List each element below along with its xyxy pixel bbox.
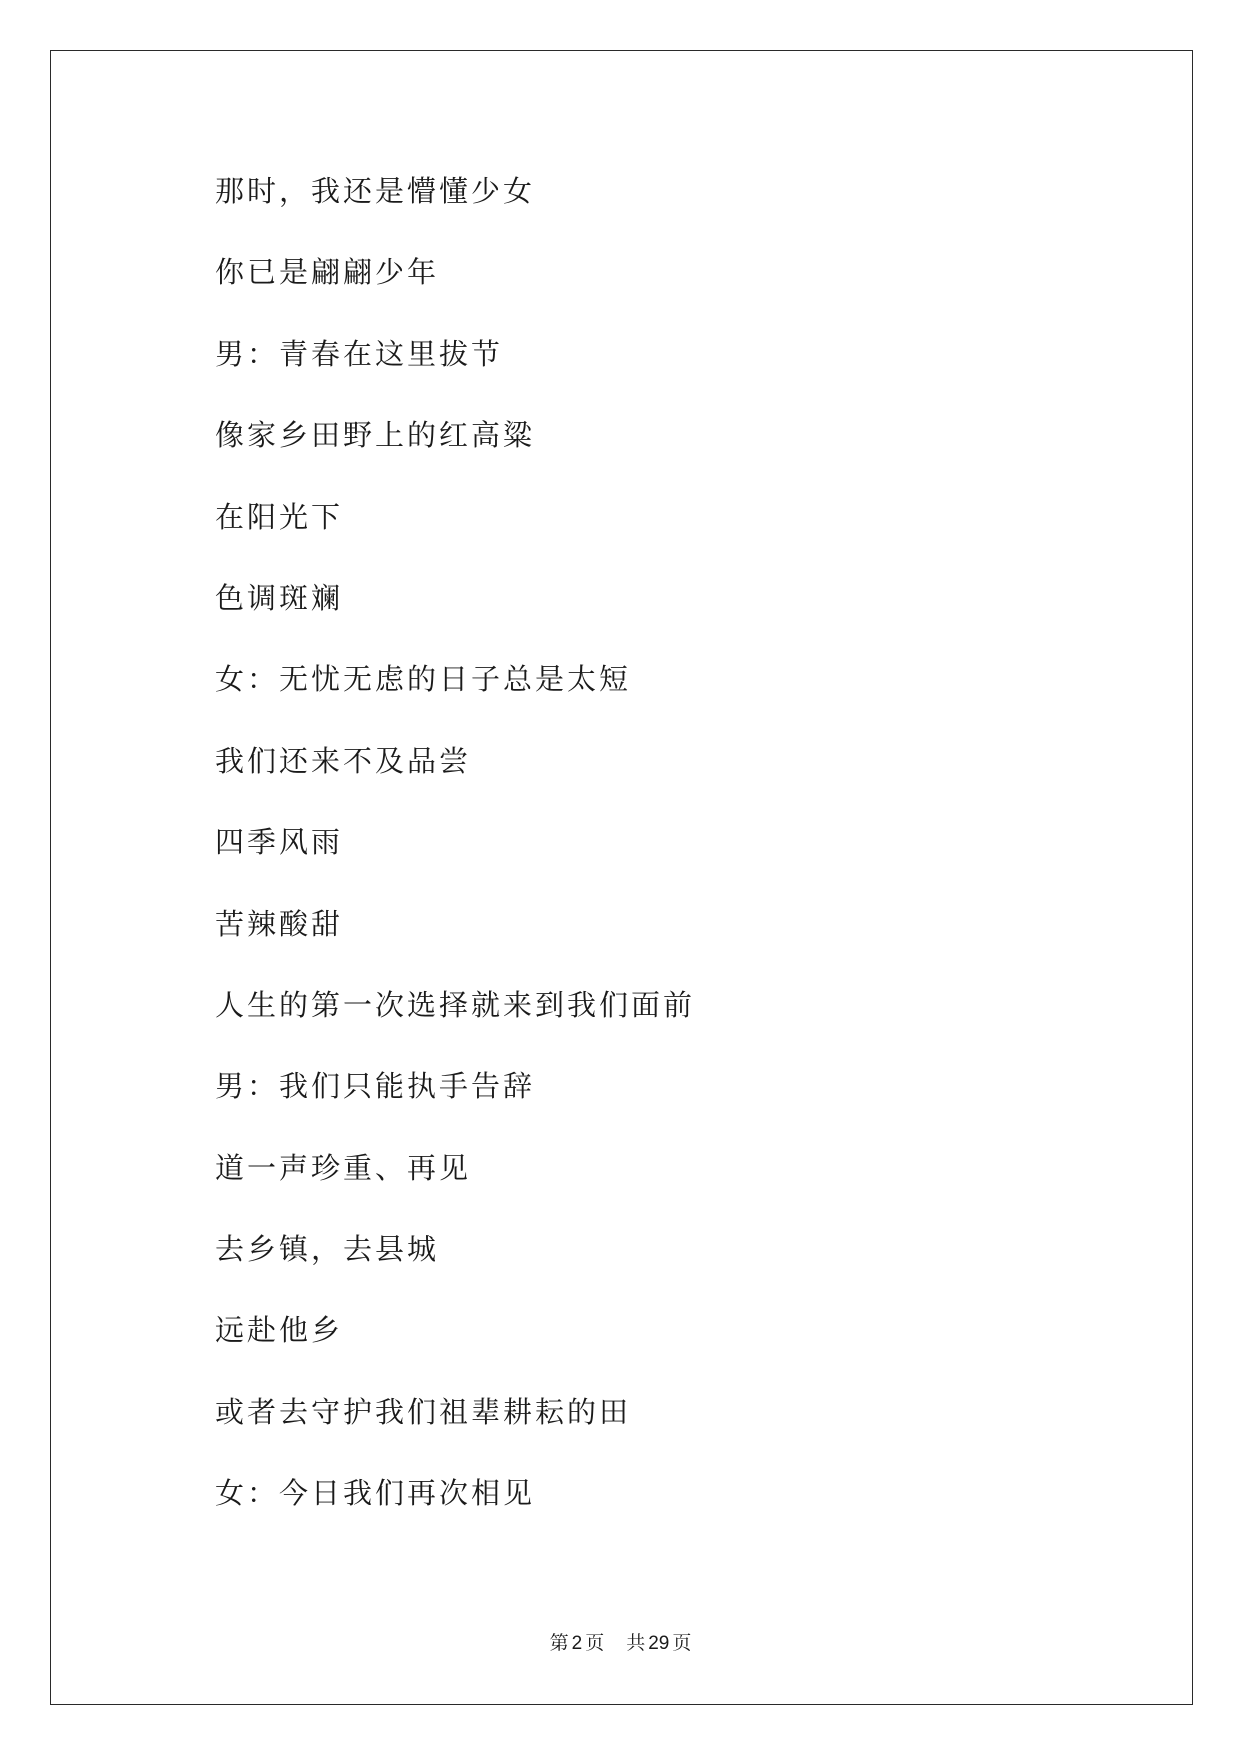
text-line: 去乡镇，去县城 [215, 1232, 440, 1267]
text-line: 像家乡田野上的红高粱 [215, 418, 536, 453]
text-line: 远赴他乡 [215, 1313, 344, 1348]
total-suffix: 页 [672, 1632, 692, 1654]
total-pages: 29 [648, 1633, 670, 1654]
poem-text [215, 168, 695, 1552]
text-line: 道一声珍重、再见 [215, 1150, 472, 1185]
page-number: 2 [571, 1633, 583, 1654]
text-line: 你已是翩翩少年 [215, 255, 440, 290]
page-suffix: 页 [585, 1632, 605, 1654]
text-line: 色调斑斓 [215, 580, 344, 615]
text-line: 在阳光下 [215, 499, 344, 534]
page-footer [0, 1628, 1241, 1655]
text-line: 男：青春在这里拔节 [215, 336, 504, 371]
page-prefix: 第 [549, 1632, 569, 1654]
text-line: 男：我们只能执手告辞 [215, 1069, 536, 1104]
total-prefix: 共 [626, 1632, 646, 1654]
text-line: 人生的第一次选择就来到我们面前 [215, 987, 696, 1022]
text-line: 苦辣酸甜 [215, 906, 344, 941]
text-line: 四季风雨 [215, 825, 344, 860]
text-line: 女：无忧无虑的日子总是太短 [215, 662, 632, 697]
text-line: 我们还来不及品尝 [215, 743, 472, 778]
text-line: 那时，我还是懵懂少女 [215, 174, 536, 208]
text-line: 或者去守护我们祖辈耕耘的田 [215, 1394, 632, 1429]
text-line: 女：今日我们再次相见 [215, 1476, 536, 1511]
